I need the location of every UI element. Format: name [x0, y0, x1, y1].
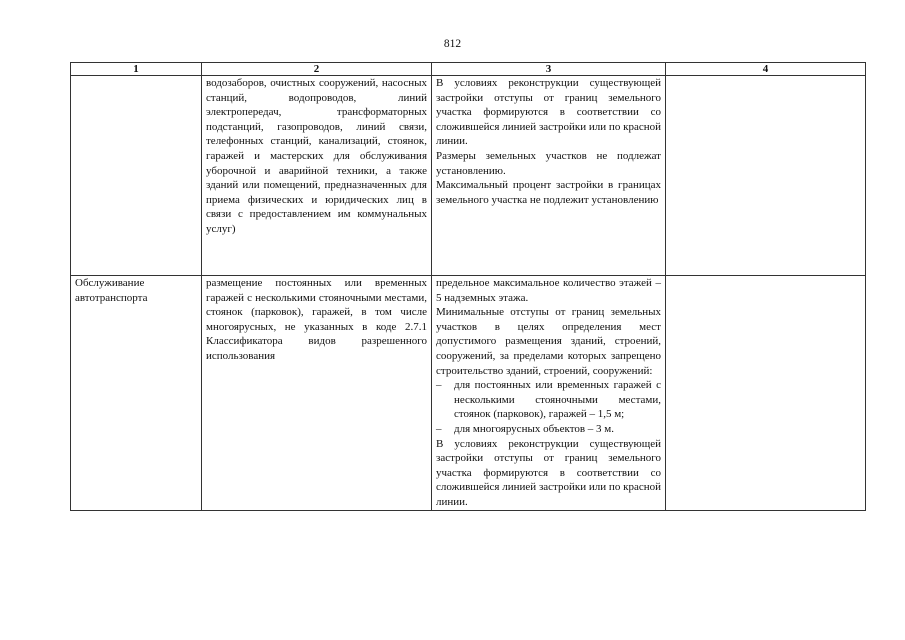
row1-col3-paragraph: В условиях реконструкции существующей застройки отступы от границ земельного участка формируются в соответствии со сложившейся линией застройки или по красной линии.	[436, 77, 661, 148]
row2-col3-paragraph: Минимальные отступы от границ земельных участков в целях определения мест допустимого размещения зданий, строений, сооружений, за пределами которых запрещено строительство зданий, строений, сооружений:	[436, 306, 661, 377]
row2-col1: Обслуживание автотранспорта	[71, 276, 202, 511]
header-col-4: 4	[666, 63, 866, 76]
row1-col4	[666, 76, 866, 276]
list-item	[436, 378, 661, 422]
dash-marker: –	[436, 379, 442, 392]
table-header-row	[71, 63, 866, 76]
row2-col4	[666, 276, 866, 511]
row2-col2: размещение постоянных или временных гаражей с несколькими стояночными местами, стоянок (парковок), гаражей, в том числе многоярусных, не указанных в коде 2.7.1 Классификатора видов разрешенного использования	[202, 276, 432, 511]
setback-list	[436, 378, 661, 436]
regulations-table	[70, 62, 866, 511]
header-col-2: 2	[202, 63, 432, 76]
header-col-3: 3	[432, 63, 666, 76]
row2-col3-paragraph: предельное максимальное количество этажей – 5 надземных этажа.	[436, 277, 661, 304]
list-item-text: для многоярусных объектов – 3 м.	[454, 422, 615, 435]
row1-col1	[71, 76, 202, 276]
row1-col3	[432, 76, 666, 276]
table-row	[71, 76, 866, 276]
row2-col3	[432, 276, 666, 511]
page-number: 812	[443, 38, 462, 50]
row1-col3-paragraph: Максимальный процент застройки в границах земельного участка не подлежит установлению	[436, 179, 661, 206]
list-item	[436, 422, 661, 437]
dash-marker: –	[436, 422, 442, 435]
row1-col2: водозаборов, очистных сооружений, насосных станций, водопроводов, линий электропередач, трансформаторных подстанций, газопроводов, линий связи, телефонных станций, канализаций, стоянок, гаражей и мастерских для обслуживания уборочной и аварийной техники, а также зданий или помещений, предназначенных для приема физических и юридических лиц в связи с предоставлением им коммунальных услуг)	[202, 76, 432, 276]
list-item-text: для постоянных или временных гаражей с несколькими стояночными местами, стоянок (парковок), гаражей – 1,5 м;	[454, 379, 661, 421]
header-col-1: 1	[71, 63, 202, 76]
table-row	[71, 276, 866, 511]
row1-col3-paragraph: Размеры земельных участков не подлежат установлению.	[436, 149, 661, 177]
row2-col3-paragraph: В условиях реконструкции существующей застройки отступы от границ земельного участка формируются в соответствии со сложившейся линией застройки или по красной линии.	[436, 437, 661, 508]
